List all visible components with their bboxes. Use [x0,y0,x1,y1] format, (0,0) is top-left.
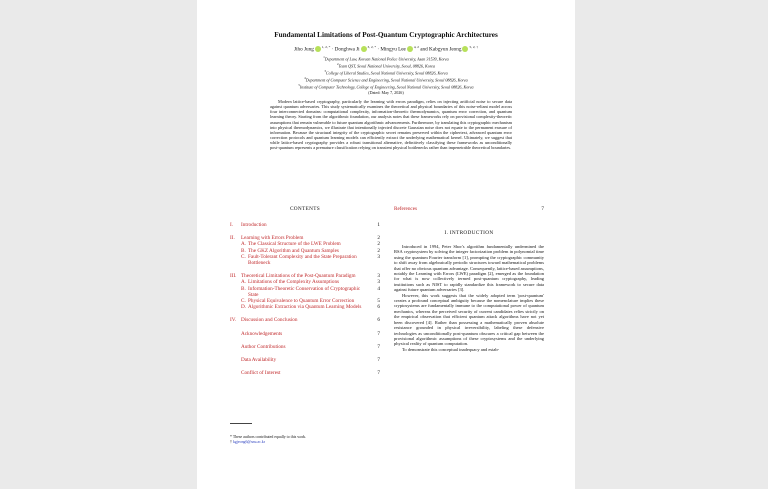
affiliation: $^4$Department of Computer Science and Engineering, Seoul National University, Seoul 08826, Korea [304,76,468,83]
toc-entry[interactable]: A. The Classical Structure of the LWE Problem 2 [241,241,380,248]
paper-title: Fundamental Limitations of Post-Quantum Cryptographic Architectures [274,31,498,39]
affiliation: $^2$Team QST, Seoul National University, Seoul, 08826, Korea [336,62,436,69]
toc-entry[interactable]: C. Physical Equivalence to Quantum Error Correction 5 [241,298,380,305]
affiliation: $^1$Department of Law, Korean National Police University, Asan 31539, Korea [323,55,449,62]
toc-entry[interactable]: Author Contributions 7 [241,343,380,350]
toc-entry[interactable]: I. Introduction 1 [230,222,380,228]
paper-page [197,0,575,489]
author-name: Mingyu Lee [380,46,406,53]
footnote-divider [230,423,252,424]
author-marks: 4, 2 [413,45,419,49]
table-of-contents [230,222,380,376]
paragraph: Introduced in 1994, Peter Shor's algorithm fundamentally undermined the RSA cryptosystem by solving the integer factorization problem in polynomial time using the quantum Fourier transform [1], prompting the cryptographic community to shift away from algebraically periodic structures toward mathematical problems that offer no obvious quantum advantage. Consequently, lattice-based assumptions, notably the Learning with Errors (LWE) paradigm [2], emerged as the foundation for what is now collectively termed post-quantum cryptography, leading institutions such as NIST to rapidly standardize this framework to secure data against future quantum adversaries [3]. [394,244,544,293]
author-name: Kabgyun Jeong [429,46,462,53]
left-column [230,206,380,376]
toc-entry[interactable]: A. Limitations of the Complexity Assumptions 3 [241,279,380,286]
orcid-icon[interactable] [361,46,367,52]
toc-entry[interactable]: II. Learning with Errors Problem 2 [230,235,380,242]
dated: (Dated: May 7, 2026) [368,90,404,96]
toc-references[interactable]: References 7 [394,206,544,212]
orcid-icon[interactable] [462,46,468,52]
paragraph: However, this work suggests that the widely adopted term 'post-quantum' creates a profound conceptual ambiguity because the nomenclature implies these cryptosystems are fundamentally immune to the computational power of quantum mechanics, whereas the perceived security of current candidates relies strictly on the empirical observation that efficient quantum attack algorithms have not yet been discovered [4]. Rather than possessing a mathematically proven absolute resistance grounded in physical irreversibility, labeling these defensive technologies as unconditionally post-quantum obscures a critical gap between the provisional algorithmic assumptions of these cryptosystems and the underlying physical reality of quantum computation. [394,292,544,347]
right-column [394,206,544,352]
toc-entry[interactable]: C. Fault-Tolerant Complexity and the State Preparation Bottleneck 3 [241,253,380,267]
affiliation: $^3$College of Liberal Studies, Seoul National University, Seoul 08826, Korea [324,69,448,76]
affiliations [197,55,575,96]
toc-entry[interactable]: IV. Discussion and Conclusion 6 [230,317,380,324]
abstract: Modern lattice-based cryptography, particularly the learning with errors paradigm, relies on injecting artificial noise to secure data against quantum adversaries. This study systematically examines the theoretical and physical boundaries of this noise-reliant model across four interconnected domains: computational complexity, information-theoretic thermodynamics, quantum error correction, and quantum learning theory. Starting from the algorithmic foundation, our analysis notes that these frameworks rely on provisional complexity-theoretic assumptions that remain vulnerable to future quantum algorithmic advancements. Furthermore, by translating this cryptographic mechanism into physical thermodynamics, we illustrate that intentionally injected discrete Gaussian noise does not equate to the permanent erasure of information. Because the structural integrity of the cryptographic secret remains preserved within the ciphertext, advanced quantum error correction protocols and quantum learning models can efficiently extract the underlying mathematical kernel. Ultimately, we suggest that while lattice-based cryptography provides a robust transitional alternative, definitively classifying these frameworks as unconditionally post-quantum represents a premature classification relying on transient physical bottlenecks rather than impenetrable theoretical boundaries. [270,99,512,151]
author-marks: 1, 2, * [321,45,331,49]
affiliation: $^5$Institute of Computer Technology, College of Engineering, Seoul National University, Seoul 08826, Korea [298,83,474,90]
author-marks: 3, 2, * [367,45,377,49]
toc-entry[interactable]: B. Information-Theoretic Conservation of Cryptographic State 4 [241,285,380,298]
author-name: Jiho Jung [294,46,314,53]
footnote: † kgjeong6@snu.ac.kr [230,440,266,444]
section-heading: I. INTRODUCTION [444,230,494,236]
footnotes [230,435,380,445]
section-body [394,244,544,352]
toc-entry[interactable]: B. The GKZ Algorithm and Quantum Samples 2 [241,247,380,254]
orcid-icon[interactable] [407,46,413,52]
contents-heading: CONTENTS [289,206,321,212]
toc-entry[interactable]: Conflict of Interest 7 [241,370,380,377]
author-name: Donghwa Ji [334,46,360,53]
author-marks: 5, 2, † [469,45,478,49]
toc-entry[interactable]: III. Theoretical Limitations of the Post-Quantum Paradigm 3 [230,273,380,280]
toc-entry[interactable]: Acknowledgements 7 [241,330,380,337]
footnote: * These authors contributed equally to this work. [230,435,307,439]
toc-entry[interactable]: D. Algorithmic Extraction via Quantum Learning Models 6 [241,304,380,311]
author-list: Jiho Jung $^{1, 2, *}$ · Donghwa Ji $^{3, 2, *}$ · Mingyu Lee $^{4, 2}$ and Kabgyun Jeong $^{5, 2, \dagger}$ [294,45,478,53]
orcid-icon[interactable] [315,46,321,52]
toc-entry[interactable]: Data Availability 7 [241,357,380,364]
paragraph: To demonstrate this conceptual inadequacy and estab- [402,346,500,352]
email-link[interactable]: kgjeong6@snu.ac.kr [232,440,266,444]
